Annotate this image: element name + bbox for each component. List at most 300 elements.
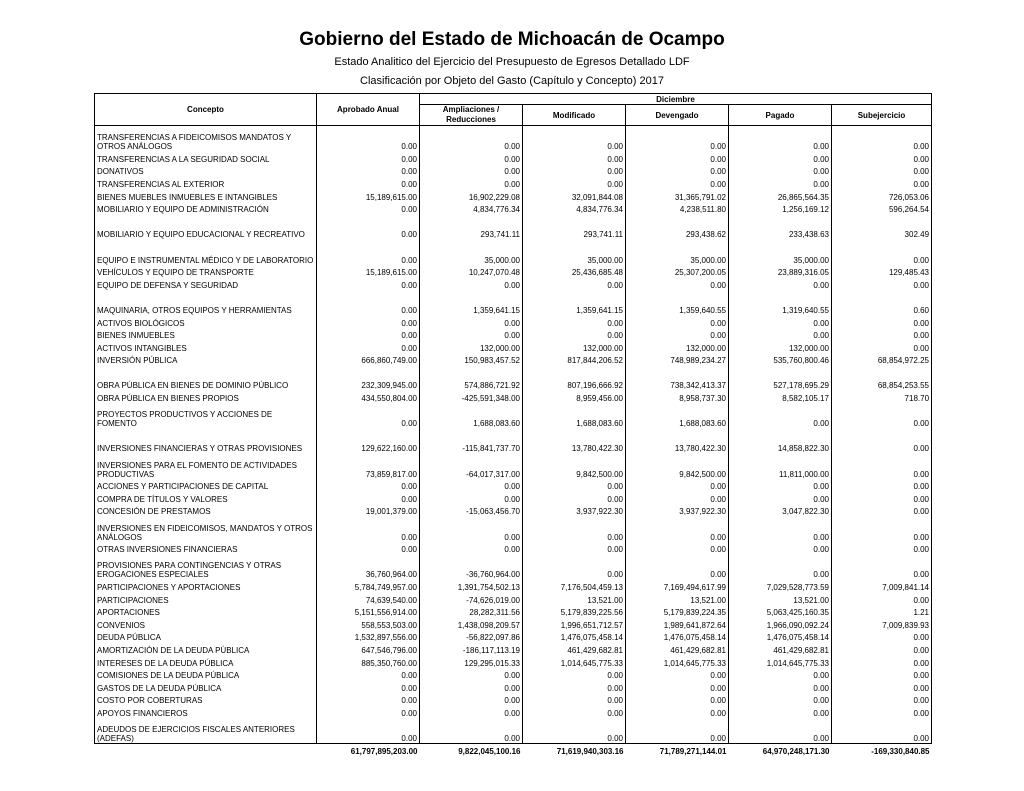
report-title: Gobierno del Estado de Michoacán de Ocampo [299,29,725,50]
table-row [95,680,932,693]
row-concept: ACTIVOS INTANGIBLES [95,340,317,353]
row-value: 302.49 [832,214,932,239]
row-value: 26,865,564.35 [729,189,832,202]
totals-row [95,744,932,757]
row-value: 35,000.00 [626,239,729,264]
row-value: 8,958,737.30 [626,390,729,403]
total-value: -169,330,840.85 [832,744,932,757]
row-value: 718.70 [832,390,932,403]
row-concept: BIENES MUEBLES INMUEBLES E INTANGIBLES [95,189,317,202]
row-concept: ACCIONES Y PARTICIPACIONES DE CAPITAL [95,479,317,492]
table-row [95,214,932,239]
row-value: 0.00 [317,164,420,177]
row-value: 748,989,234.27 [626,353,729,366]
row-value: 0.00 [729,328,832,341]
row-concept: PARTICIPACIONES [95,592,317,605]
table-row [95,479,932,492]
row-value: 0.00 [626,542,729,555]
row-value: 5,179,839,224.35 [626,605,729,618]
col-subejercicio: Subejercicio [832,105,932,126]
row-value: 7,009,841.14 [832,579,932,592]
row-value: 0.00 [420,718,523,744]
row-concept: ACTIVOS BIOLÓGICOS [95,315,317,328]
row-value: 0.00 [832,151,932,164]
row-value: 0.00 [832,315,932,328]
row-concept: OBRA PÚBLICA EN BIENES PROPIOS [95,390,317,403]
table-row [95,202,932,215]
table-row [95,151,932,164]
row-value: 15,189,615.00 [317,189,420,202]
row-value: 5,063,425,160.35 [729,605,832,618]
row-value: 0.00 [420,680,523,693]
row-value: 666,860,749.00 [317,353,420,366]
row-value: 0.00 [729,479,832,492]
table-row [95,617,932,630]
row-value: 0.00 [523,718,626,744]
row-value: 1,688,083.60 [523,403,626,428]
table-row [95,239,932,264]
row-value: 0.00 [729,542,832,555]
row-value: 0.00 [626,491,729,504]
row-value: 0.00 [626,516,729,541]
row-value: 0.00 [317,290,420,315]
table-row [95,340,932,353]
table-row [95,630,932,643]
row-concept: INVERSIÓN PÚBLICA [95,353,317,366]
row-value: 25,307,200.05 [626,265,729,278]
row-value: 0.00 [317,718,420,744]
row-value: 1,688,083.60 [626,403,729,428]
row-value: 1,359,641.15 [420,290,523,315]
row-value: 10,247,070.48 [420,265,523,278]
row-value: 1,476,075,458.14 [729,630,832,643]
row-value: 5,784,749,957.00 [317,579,420,592]
row-concept: ADEUDOS DE EJERCICIOS FISCALES ANTERIORES (ADEFAS) [95,718,317,744]
row-concept: APORTACIONES [95,605,317,618]
row-value: 3,047,822.30 [729,504,832,517]
row-value: 0.00 [626,315,729,328]
row-value: 0.00 [626,479,729,492]
col-modificado: Modificado [523,105,626,126]
row-value: 535,760,800.46 [729,353,832,366]
row-value: 0.00 [729,126,832,152]
table-row [95,403,932,428]
row-value: 0.00 [832,340,932,353]
row-concept: TRANSFERENCIAS AL EXTERIOR [95,176,317,189]
total-value: 71,619,940,303.16 [523,744,626,757]
col-pagado: Pagado [729,105,832,126]
row-value: 23,889,316.05 [729,265,832,278]
table-row [95,453,932,478]
total-value: 61,797,895,203.00 [317,744,420,757]
total-value: 71,789,271,144.01 [626,744,729,757]
row-concept: DONATIVOS [95,164,317,177]
row-value: 0.00 [729,668,832,681]
table-row [95,277,932,290]
row-value: 0.00 [729,176,832,189]
row-concept: OTRAS INVERSIONES FINANCIERAS [95,542,317,555]
row-value: 35,000.00 [523,239,626,264]
report-subtitle: Estado Analitico del Ejercicio del Presupuesto de Egresos Detallado LDF [334,56,690,68]
row-value: 1,532,897,556.00 [317,630,420,643]
row-value: 14,858,822.30 [729,428,832,453]
row-concept: CONVENIOS [95,617,317,630]
row-value: 74,639,540.00 [317,592,420,605]
row-value: 1,391,754,502.13 [420,579,523,592]
row-value: 68,854,253.55 [832,365,932,390]
row-value: 1,256,169.12 [729,202,832,215]
report-header [0,27,1024,91]
row-value: 0.00 [420,328,523,341]
row-value: 0.00 [832,554,932,579]
row-value: 0.00 [420,516,523,541]
table-row [95,516,932,541]
row-value: 0.00 [729,693,832,706]
row-value: 7,029,528,773.59 [729,579,832,592]
row-value: 738,342,413.37 [626,365,729,390]
row-value: 0.00 [626,126,729,152]
row-value: 1,359,640.55 [626,290,729,315]
row-value: 0.00 [832,328,932,341]
col-devengado: Devengado [626,105,729,126]
table-row [95,655,932,668]
row-value: 0.00 [317,542,420,555]
row-value: 0.00 [729,680,832,693]
row-value: 11,811,000.00 [729,453,832,478]
row-value: 0.00 [729,516,832,541]
row-concept: PROYECTOS PRODUCTIVOS Y ACCIONES DE FOMENTO [95,403,317,428]
row-value: 0.00 [523,277,626,290]
row-value: 13,521.00 [729,592,832,605]
row-value: 13,521.00 [523,592,626,605]
row-concept: INVERSIONES PARA EL FOMENTO DE ACTIVIDADES PRODUCTIVAS [95,453,317,478]
row-value: 132,000.00 [420,340,523,353]
row-value: 13,780,422.30 [523,428,626,453]
row-value: 0.00 [626,554,729,579]
row-value: 9,842,500.00 [523,453,626,478]
row-value: 0.00 [317,202,420,215]
table-row [95,693,932,706]
row-value: 0.00 [626,277,729,290]
report-classification: Clasificación por Objeto del Gasto (Capítulo y Concepto) 2017 [360,75,664,87]
row-value: 0.00 [523,554,626,579]
row-value: 0.00 [729,491,832,504]
table-row [95,315,932,328]
row-value: 0.00 [317,491,420,504]
row-value: 0.00 [626,693,729,706]
row-value: 1,966,090,092.24 [729,617,832,630]
row-concept: INVERSIONES FINANCIERAS Y OTRAS PROVISIONES [95,428,317,453]
row-value: 0.00 [317,151,420,164]
table-row [95,189,932,202]
row-value: 35,000.00 [729,239,832,264]
row-value: 0.00 [832,642,932,655]
row-value: -186,117,113.19 [420,642,523,655]
row-value: 31,365,791.02 [626,189,729,202]
row-value: 0.00 [832,592,932,605]
table-row [95,265,932,278]
row-value: -56,822,097.86 [420,630,523,643]
row-value: 0.00 [523,668,626,681]
row-concept: INTERESES DE LA DEUDA PÚBLICA [95,655,317,668]
row-value: 132,000.00 [626,340,729,353]
row-value: 7,009,839.93 [832,617,932,630]
row-value: 0.00 [420,176,523,189]
row-value: 434,550,804.00 [317,390,420,403]
row-value: 0.00 [523,328,626,341]
row-value: 232,309,945.00 [317,365,420,390]
row-concept: INVERSIONES EN FIDEICOMISOS, MANDATOS Y OTROS ANÁLOGOS [95,516,317,541]
row-concept: TRANSFERENCIAS A LA SEGURIDAD SOCIAL [95,151,317,164]
row-concept: COMPRA DE TÍTULOS Y VALORES [95,491,317,504]
row-value: 0.00 [626,164,729,177]
row-value: 0.00 [523,491,626,504]
row-value: 1.21 [832,605,932,618]
row-value: 150,983,457.52 [420,353,523,366]
row-value: 5,151,556,914.00 [317,605,420,618]
table-row [95,579,932,592]
row-value: 0.00 [317,315,420,328]
row-value: 0.00 [729,277,832,290]
row-value: 0.00 [420,164,523,177]
row-value: 8,582,105.17 [729,390,832,403]
row-value: 0.00 [420,479,523,492]
row-value: 0.00 [317,328,420,341]
table-row [95,592,932,605]
row-value: 0.00 [626,328,729,341]
row-value: 0.00 [420,542,523,555]
row-value: 0.00 [317,403,420,428]
row-value: 19,001,379.00 [317,504,420,517]
total-value: 64,970,248,171.30 [729,744,832,757]
row-value: 1,014,645,775.33 [626,655,729,668]
row-value: -425,591,348.00 [420,390,523,403]
row-value: 0.00 [523,680,626,693]
row-concept: CONCESIÓN DE PRESTAMOS [95,504,317,517]
table-row [95,705,932,718]
row-value: 132,000.00 [729,340,832,353]
row-concept: COMISIONES DE LA DEUDA PÚBLICA [95,668,317,681]
row-value: 0.00 [317,680,420,693]
row-value: 5,179,839,225.56 [523,605,626,618]
row-value: 129,622,160.00 [317,428,420,453]
row-value: 1,438,098,209.57 [420,617,523,630]
row-concept: MOBILIARIO Y EQUIPO DE ADMINISTRACIÓN [95,202,317,215]
table-row [95,668,932,681]
row-value: 0.00 [832,630,932,643]
row-value: 0.00 [317,340,420,353]
col-concepto: Concepto [95,94,317,126]
row-value: 0.00 [729,403,832,428]
row-value: 1,359,641.15 [523,290,626,315]
table-row [95,718,932,744]
row-value: 3,937,922.30 [626,504,729,517]
row-value: 1,476,075,458.14 [626,630,729,643]
row-value: 293,438.62 [626,214,729,239]
row-value: 0.00 [832,542,932,555]
row-value: 0.00 [832,504,932,517]
row-value: 0.00 [523,693,626,706]
row-value: 4,834,776.34 [523,202,626,215]
row-value: 0.00 [420,151,523,164]
row-value: 0.00 [523,516,626,541]
col-group-diciembre: Diciembre [420,94,932,105]
row-value: 35,000.00 [420,239,523,264]
row-concept: OBRA PÚBLICA EN BIENES DE DOMINIO PÚBLICO [95,365,317,390]
row-concept: BIENES INMUEBLES [95,328,317,341]
row-value: 1,014,645,775.33 [729,655,832,668]
row-value: 0.00 [626,680,729,693]
table-row [95,290,932,315]
table-row [95,542,932,555]
row-value: 0.00 [832,479,932,492]
row-value: 726,053.06 [832,189,932,202]
row-value: 0.00 [832,655,932,668]
row-value: -36,760,964.00 [420,554,523,579]
row-value: 293,741.11 [523,214,626,239]
row-value: 0.00 [317,668,420,681]
row-value: 4,238,511.80 [626,202,729,215]
row-value: -74,626,019.00 [420,592,523,605]
table-row [95,605,932,618]
row-value: 233,438.63 [729,214,832,239]
row-value: 0.00 [317,214,420,239]
row-value: 0.00 [832,403,932,428]
row-value: 0.00 [832,718,932,744]
row-value: 7,176,504,459.13 [523,579,626,592]
row-value: 0.00 [729,705,832,718]
row-value: 807,196,666.92 [523,365,626,390]
row-value: 461,429,682.81 [626,642,729,655]
row-concept: TRANSFERENCIAS A FIDEICOMISOS MANDATOS Y OTROS ANÁLOGOS [95,126,317,152]
row-value: 0.00 [420,491,523,504]
row-value: 1,996,651,712.57 [523,617,626,630]
row-value: 0.00 [317,277,420,290]
row-value: 0.00 [523,126,626,152]
row-value: 0.00 [729,315,832,328]
row-value: 0.00 [832,680,932,693]
row-value: 0.00 [523,315,626,328]
row-value: 0.00 [420,277,523,290]
row-value: 817,844,206.52 [523,353,626,366]
row-concept: AMORTIZACIÓN DE LA DEUDA PÚBLICA [95,642,317,655]
row-value: -115,841,737.70 [420,428,523,453]
row-value: 4,834,776.34 [420,202,523,215]
table-row [95,504,932,517]
row-value: 1,014,645,775.33 [523,655,626,668]
row-value: -64,017,317.00 [420,453,523,478]
row-value: 8,959,456.00 [523,390,626,403]
row-value: 0.00 [832,491,932,504]
totals-spacer [95,744,317,757]
total-value: 9,822,045,100.16 [420,744,523,757]
row-concept: COSTO POR COBERTURAS [95,693,317,706]
row-value: 0.00 [626,718,729,744]
row-value: 461,429,682.81 [729,642,832,655]
row-value: 16,902,229.08 [420,189,523,202]
row-value: 0.00 [832,239,932,264]
row-value: 527,178,695.29 [729,365,832,390]
row-value: 0.00 [420,693,523,706]
col-aprobado: Aprobado Anual [317,94,420,126]
row-value: 1,476,075,458.14 [523,630,626,643]
row-value: 132,000.00 [523,340,626,353]
row-value: 885,350,760.00 [317,655,420,668]
row-value: 558,553,503.00 [317,617,420,630]
row-value: 0.00 [832,164,932,177]
row-value: 0.00 [523,705,626,718]
row-concept: APOYOS FINANCIEROS [95,705,317,718]
row-value: 68,854,972.25 [832,353,932,366]
row-value: 13,521.00 [626,592,729,605]
row-value: -15,063,456.70 [420,504,523,517]
row-concept: MAQUINARIA, OTROS EQUIPOS Y HERRAMIENTAS [95,290,317,315]
row-value: 1,688,083.60 [420,403,523,428]
row-value: 3,937,922.30 [523,504,626,517]
budget-table [94,93,932,756]
row-concept: PROVISIONES PARA CONTINGENCIAS Y OTRAS EROGACIONES ESPECIALES [95,554,317,579]
row-value: 129,485.43 [832,265,932,278]
row-value: 0.00 [626,705,729,718]
row-value: 1,989,641,872.64 [626,617,729,630]
table-row [95,328,932,341]
row-value: 0.00 [832,176,932,189]
row-value: 0.00 [523,176,626,189]
row-value: 0.00 [729,151,832,164]
row-value: 0.00 [832,693,932,706]
row-value: 0.00 [626,151,729,164]
row-value: 0.00 [832,126,932,152]
row-value: 0.00 [832,277,932,290]
row-value: 9,842,500.00 [626,453,729,478]
row-concept: EQUIPO E INSTRUMENTAL MÉDICO Y DE LABORATORIO [95,239,317,264]
row-value: 0.00 [832,516,932,541]
table-row [95,428,932,453]
row-value: 0.00 [832,705,932,718]
row-concept: EQUIPO DE DEFENSA Y SEGURIDAD [95,277,317,290]
table-row [95,353,932,366]
table-row [95,365,932,390]
table-row [95,390,932,403]
row-value: 0.00 [317,479,420,492]
row-concept: PARTICIPACIONES Y APORTACIONES [95,579,317,592]
row-value: 0.00 [420,315,523,328]
row-value: 25,436,685.48 [523,265,626,278]
row-value: 0.00 [832,668,932,681]
row-value: 0.00 [523,479,626,492]
table-row [95,176,932,189]
row-value: 647,546,796.00 [317,642,420,655]
row-concept: GASTOS DE LA DEUDA PÚBLICA [95,680,317,693]
row-value: 596,264.54 [832,202,932,215]
row-value: 15,189,615.00 [317,265,420,278]
row-value: 0.00 [523,151,626,164]
table-row [95,126,932,152]
col-ampliaciones: Ampliaciones / Reducciones [420,105,523,126]
table-row [95,642,932,655]
row-value: 0.00 [317,705,420,718]
row-value: 0.00 [729,554,832,579]
row-value: 0.60 [832,290,932,315]
row-concept: MOBILIARIO Y EQUIPO EDUCACIONAL Y RECREATIVO [95,214,317,239]
row-value: 0.00 [317,176,420,189]
row-value: 73,859,817.00 [317,453,420,478]
row-value: 0.00 [420,705,523,718]
row-value: 293,741.11 [420,214,523,239]
row-concept: VEHÍCULOS Y EQUIPO DE TRANSPORTE [95,265,317,278]
row-value: 0.00 [523,164,626,177]
row-value: 0.00 [729,164,832,177]
